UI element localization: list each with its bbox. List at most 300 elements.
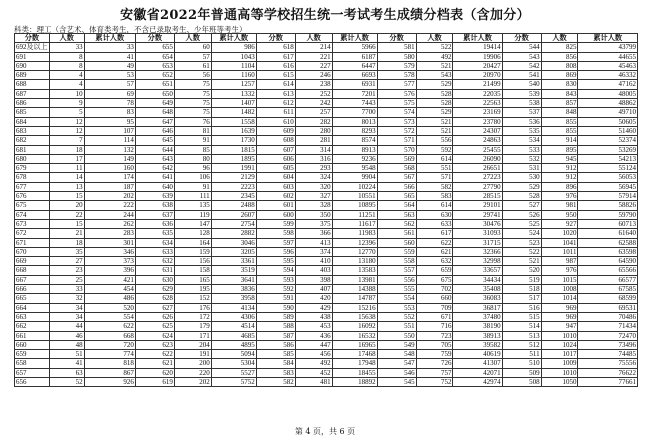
count-cell: 757 [416,368,453,377]
cumulative-count-cell: 1815 [211,145,256,154]
count-cell: 202 [174,377,211,386]
cumulative-count-cell: 33 [84,43,135,52]
score-cell: 569 [377,154,416,163]
table-row [15,136,638,145]
cumulative-count-cell: 1332 [211,89,256,98]
count-cell: 621 [416,247,453,256]
table-row [15,182,638,191]
count-cell: 429 [295,303,332,312]
count-cell: 200 [174,359,211,368]
cumulative-count-cell: 70486 [578,312,638,321]
score-cell: 672 [15,229,50,238]
cumulative-count-cell: 47162 [578,80,638,89]
score-cell: 660 [15,340,50,349]
count-cell: 75 [174,80,211,89]
score-cell: 612 [256,99,295,108]
count-cell: 927 [541,219,578,228]
score-cell: 602 [256,192,295,201]
count-cell: 571 [416,173,453,182]
cumulative-count-cell: 74485 [578,350,638,359]
cumulative-count-cell: 301 [84,238,135,247]
cumulative-count-cell: 622 [84,322,135,331]
score-cell: 671 [15,238,50,247]
column-header: 分数 [135,34,174,43]
count-cell: 156 [174,257,211,266]
cumulative-count-cell: 1104 [211,61,256,70]
cumulative-count-cell: 22035 [453,89,502,98]
count-cell: 18 [49,238,84,247]
count-cell: 14 [49,173,84,182]
cumulative-count-cell: 6187 [332,52,377,61]
cumulative-count-cell: 14388 [332,285,377,294]
column-header: 分数 [256,34,295,43]
cumulative-count-cell: 25455 [453,145,502,154]
score-cell: 570 [377,145,416,154]
score-cell: 510 [502,359,541,368]
count-cell: 75 [174,89,211,98]
count-cell: 752 [416,377,453,386]
column-header: 累计人数 [211,34,256,43]
count-cell: 10 [49,89,84,98]
column-header: 人数 [541,34,578,43]
count-cell: 659 [416,266,453,275]
score-cell: 637 [135,210,174,219]
cumulative-count-cell: 44655 [578,52,638,61]
count-cell: 238 [295,80,332,89]
score-cell: 543 [502,52,541,61]
count-cell: 705 [416,340,453,349]
count-cell: 896 [541,182,578,191]
score-cell: 583 [256,368,295,377]
count-cell: 27 [49,257,84,266]
table-row [15,52,638,61]
score-cell: 675 [15,201,50,210]
score-cell: 508 [502,377,541,386]
count-cell: 135 [174,201,211,210]
table-row [15,340,638,349]
count-cell: 582 [416,182,453,191]
score-cell: 577 [377,80,416,89]
count-cell: 191 [174,350,211,359]
score-cell: 556 [377,275,416,284]
count-cell: 976 [541,192,578,201]
count-cell: 914 [541,136,578,145]
table-row [15,331,638,340]
count-cell: 456 [295,350,332,359]
cumulative-count-cell: 5752 [211,377,256,386]
cumulative-count-cell: 3361 [211,257,256,266]
count-cell: 617 [416,229,453,238]
count-cell: 293 [295,164,332,173]
table-row [15,238,638,247]
count-cell: 855 [541,126,578,135]
count-cell: 592 [416,145,453,154]
count-cell: 825 [541,43,578,52]
score-cell: 648 [135,108,174,117]
score-cell: 631 [135,266,174,275]
score-cell: 546 [377,368,416,377]
cumulative-count-cell: 37480 [453,312,502,321]
cumulative-count-cell: 114 [84,136,135,145]
cumulative-count-cell: 16092 [332,322,377,331]
cumulative-count-cell: 1895 [211,154,256,163]
score-cell: 531 [502,164,541,173]
cumulative-count-cell: 35408 [453,285,502,294]
table-row [15,126,638,135]
count-cell: 1011 [541,247,578,256]
cumulative-count-cell: 283 [84,229,135,238]
cumulative-count-cell: 64590 [578,257,638,266]
cumulative-count-cell: 9236 [332,154,377,163]
score-cell: 678 [15,173,50,182]
count-cell: 614 [416,154,453,163]
cumulative-count-cell: 67585 [578,285,638,294]
count-cell: 521 [416,117,453,126]
count-cell: 176 [174,303,211,312]
cumulative-count-cell: 62588 [578,238,638,247]
score-cell: 668 [15,266,50,275]
score-cell: 522 [502,247,541,256]
score-cell: 681 [15,145,50,154]
count-cell: 75 [174,99,211,108]
cumulative-count-cell: 4134 [211,303,256,312]
cumulative-count-cell: 77661 [578,377,638,386]
cumulative-count-cell: 18892 [332,377,377,386]
count-cell: 633 [416,219,453,228]
score-cell: 578 [377,71,416,80]
count-cell: 528 [416,99,453,108]
page-footer: 第 4 页，共 6 页 [294,427,356,436]
score-cell: 514 [502,322,541,331]
score-cell: 685 [15,108,50,117]
score-cell: 552 [377,312,416,321]
cumulative-count-cell: 57914 [578,192,638,201]
score-cell: 657 [15,368,50,377]
cumulative-count-cell: 31093 [453,229,502,238]
count-cell: 1041 [541,238,578,247]
cumulative-count-cell: 262 [84,219,135,228]
score-cell: 532 [502,154,541,163]
count-cell: 281 [295,136,332,145]
count-cell: 403 [295,266,332,275]
score-cell: 587 [256,331,295,340]
count-cell: 22 [49,210,84,219]
count-cell: 413 [295,238,332,247]
score-cell: 618 [256,43,295,52]
count-cell: 4 [49,71,84,80]
cumulative-count-cell: 23780 [453,117,502,126]
count-cell: 242 [295,99,332,108]
column-header: 累计人数 [332,34,377,43]
score-cell: 528 [502,192,541,201]
cumulative-count-cell: 54213 [578,154,638,163]
score-distribution-table [14,33,638,387]
cumulative-count-cell: 3836 [211,285,256,294]
cumulative-count-cell: 61640 [578,229,638,238]
count-cell: 128 [174,229,211,238]
score-cell: 523 [502,238,541,247]
count-cell: 969 [541,312,578,321]
score-cell: 544 [502,43,541,52]
score-cell: 663 [15,312,50,321]
count-cell: 945 [541,154,578,163]
column-header: 分数 [15,34,50,43]
score-cell: 600 [256,210,295,219]
cumulative-count-cell: 132 [84,145,135,154]
count-cell: 158 [174,266,211,275]
cumulative-count-cell: 22563 [453,99,502,108]
cumulative-count-cell: 8913 [332,145,377,154]
count-cell: 147 [174,219,211,228]
score-cell: 520 [502,266,541,275]
score-cell: 674 [15,210,50,219]
cumulative-count-cell: 21499 [453,80,502,89]
cumulative-count-cell: 2607 [211,210,256,219]
count-cell: 5 [49,108,84,117]
count-cell: 41 [49,359,84,368]
column-header: 累计人数 [578,34,638,43]
score-cell: 687 [15,89,50,98]
score-cell: 643 [135,154,174,163]
cumulative-count-cell: 8293 [332,126,377,135]
page-title: 安徽省2022年普通高等学校招生统一考试考生成绩分档表（含加分） [120,8,530,23]
count-cell: 56 [174,71,211,80]
cumulative-count-cell: 53 [84,71,135,80]
cumulative-count-cell: 174 [84,173,135,182]
cumulative-count-cell: 24307 [453,126,502,135]
cumulative-count-cell: 29741 [453,210,502,219]
cumulative-count-cell: 1482 [211,108,256,117]
cumulative-count-cell: 49710 [578,108,638,117]
cumulative-count-cell: 2488 [211,201,256,210]
count-cell: 8 [49,61,84,70]
cumulative-count-cell: 95 [84,117,135,126]
column-header: 累计人数 [453,34,502,43]
count-cell: 106 [174,173,211,182]
score-cell: 645 [135,136,174,145]
score-cell: 540 [502,80,541,89]
score-cell: 560 [377,238,416,247]
count-cell: 675 [416,275,453,284]
count-cell: 227 [295,61,332,70]
score-cell: 529 [502,182,541,191]
cumulative-count-cell: 45463 [578,61,638,70]
table-row [15,117,638,126]
count-cell: 407 [295,285,332,294]
cumulative-count-cell: 20970 [453,71,502,80]
score-cell: 554 [377,294,416,303]
score-cell: 567 [377,173,416,182]
count-cell: 11 [49,164,84,173]
score-cell: 679 [15,164,50,173]
count-cell: 34 [49,303,84,312]
cumulative-count-cell: 5527 [211,368,256,377]
score-cell: 538 [502,99,541,108]
score-cell: 516 [502,303,541,312]
cumulative-count-cell: 78 [84,99,135,108]
count-cell: 976 [541,266,578,275]
score-cell: 653 [135,61,174,70]
cumulative-count-cell: 38190 [453,322,502,331]
cumulative-count-cell: 53269 [578,145,638,154]
table-row [15,312,638,321]
count-cell: 630 [416,210,453,219]
table-row [15,322,638,331]
cumulative-count-cell: 33657 [453,266,502,275]
cumulative-count-cell: 20427 [453,61,502,70]
table-row [15,350,638,359]
score-cell: 518 [502,285,541,294]
count-cell: 57 [174,52,211,61]
cumulative-count-cell: 69531 [578,303,638,312]
score-cell: 563 [377,210,416,219]
count-cell: 950 [541,210,578,219]
count-cell: 895 [541,145,578,154]
column-header: 分数 [377,34,416,43]
count-cell: 23 [49,266,84,275]
score-cell: 594 [256,266,295,275]
cumulative-count-cell: 107 [84,126,135,135]
score-cell: 662 [15,322,50,331]
cumulative-count-cell: 4895 [211,340,256,349]
column-header: 分数 [502,34,541,43]
score-cell: 549 [377,340,416,349]
count-cell: 214 [295,43,332,52]
score-cell: 565 [377,192,416,201]
count-cell: 33 [49,43,84,52]
table-row [15,257,638,266]
cumulative-count-cell: 7443 [332,99,377,108]
cumulative-count-cell: 8013 [332,117,377,126]
cumulative-count-cell: 13583 [332,266,377,275]
cumulative-count-cell: 11617 [332,219,377,228]
score-cell: 659 [15,350,50,359]
score-cell: 692及以上 [16,43,48,52]
cumulative-count-cell: 16965 [332,340,377,349]
count-cell: 9 [49,99,84,108]
count-cell: 165 [174,275,211,284]
count-cell: 522 [416,43,453,52]
cumulative-count-cell: 1991 [211,164,256,173]
cumulative-count-cell: 41307 [453,359,502,368]
cumulative-count-cell: 59790 [578,210,638,219]
score-cell: 628 [135,294,174,303]
count-cell: 420 [295,294,332,303]
score-cell: 658 [15,359,50,368]
score-cell: 530 [502,173,541,182]
cumulative-count-cell: 7700 [332,108,377,117]
cumulative-count-cell: 1558 [211,117,256,126]
cumulative-count-cell: 65566 [578,266,638,275]
cumulative-count-cell: 2345 [211,192,256,201]
column-header: 人数 [49,34,84,43]
count-cell: 171 [174,331,211,340]
cumulative-count-cell: 12770 [332,247,377,256]
count-cell: 44 [49,322,84,331]
cumulative-count-cell: 1160 [211,71,256,80]
score-cell: 575 [377,99,416,108]
score-cell: 635 [135,229,174,238]
count-cell: 20 [49,201,84,210]
cumulative-count-cell: 31715 [453,238,502,247]
table-row [15,201,638,210]
score-cell: 576 [377,89,416,98]
cumulative-count-cell: 27790 [453,182,502,191]
count-cell: 981 [541,201,578,210]
cumulative-count-cell: 2882 [211,229,256,238]
score-cell: 586 [256,340,295,349]
count-cell: 17 [49,154,84,163]
column-header: 累计人数 [84,34,135,43]
count-cell: 46 [49,331,84,340]
count-cell: 15 [49,219,84,228]
table-row [15,145,638,154]
cumulative-count-cell: 83 [84,108,135,117]
score-cell: 609 [256,126,295,135]
cumulative-count-cell: 29101 [453,201,502,210]
count-cell: 1020 [541,229,578,238]
cumulative-count-cell: 56945 [578,182,638,191]
cumulative-count-cell: 421 [84,275,135,284]
column-header: 人数 [416,34,453,43]
score-cell: 606 [256,154,295,163]
count-cell: 671 [416,312,453,321]
cumulative-count-cell: 36083 [453,294,502,303]
cumulative-count-cell: 4514 [211,322,256,331]
count-cell: 8 [49,52,84,61]
cumulative-count-cell: 9548 [332,164,377,173]
table-row [15,266,638,275]
count-cell: 436 [295,331,332,340]
score-cell: 534 [502,136,541,145]
count-cell: 328 [295,201,332,210]
cumulative-count-cell: 5304 [211,359,256,368]
cumulative-count-cell: 34434 [453,275,502,284]
cumulative-count-cell: 32366 [453,247,502,256]
score-cell: 667 [15,275,50,284]
count-cell: 438 [295,312,332,321]
score-cell: 597 [256,238,295,247]
cumulative-count-cell: 72470 [578,331,638,340]
cumulative-count-cell: 17468 [332,350,377,359]
count-cell: 452 [295,368,332,377]
cumulative-count-cell: 75556 [578,359,638,368]
count-cell: 1010 [541,368,578,377]
cumulative-count-cell: 57 [84,80,135,89]
count-cell: 1017 [541,350,578,359]
table-row [15,285,638,294]
cumulative-count-cell: 3519 [211,266,256,275]
score-cell: 589 [256,312,295,321]
score-cell: 621 [135,359,174,368]
count-cell: 551 [416,164,453,173]
count-cell: 492 [295,359,332,368]
score-cell: 661 [15,331,50,340]
count-cell: 660 [416,294,453,303]
count-cell: 327 [295,192,332,201]
score-cell: 676 [15,192,50,201]
cumulative-count-cell: 15216 [332,303,377,312]
count-cell: 35 [49,247,84,256]
table-row [15,275,638,284]
cumulative-count-cell: 69 [84,89,135,98]
score-cell: 614 [256,80,295,89]
column-header: 人数 [295,34,332,43]
score-cell: 599 [256,219,295,228]
cumulative-count-cell: 1730 [211,136,256,145]
score-cell: 686 [15,99,50,108]
score-cell: 644 [135,145,174,154]
